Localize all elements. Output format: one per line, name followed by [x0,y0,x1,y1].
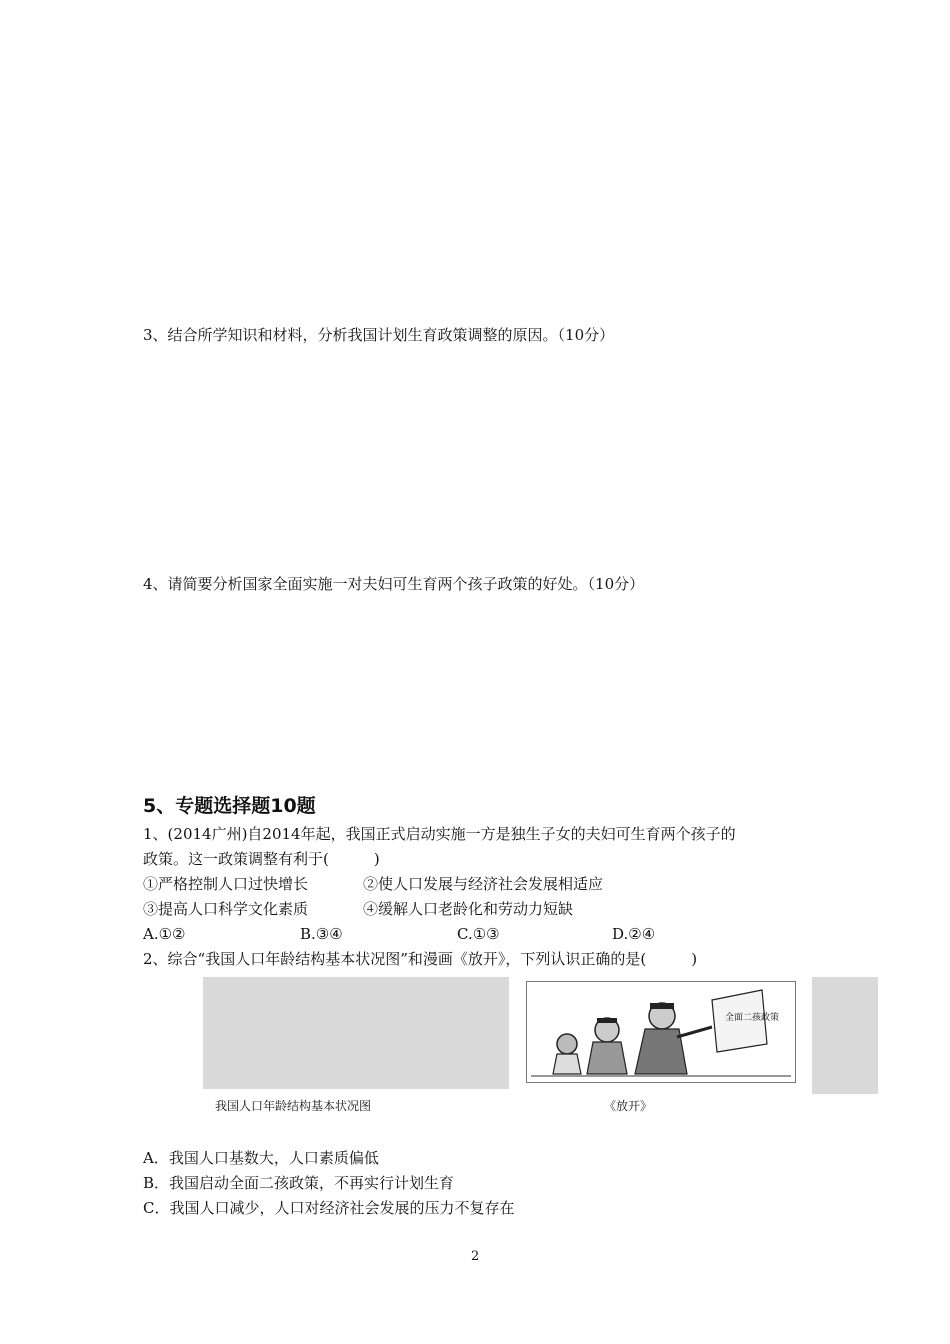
mc1-option-2: ②使人口发展与经济社会发展相适应 [363,875,604,893]
mc1-choice-c: C.①③ [457,925,500,943]
mc2-choice-c: C．我国人口减少，人口对经济社会发展的压力不复存在 [143,1199,515,1217]
mc1-option-1: ①严格控制人口过快增长 [143,875,309,893]
mc2-stem: 2、综合“我国人口年龄结构基本状况图”和漫画《放开》，下列认识正确的是( ) [143,950,698,968]
mc1-stem-line2: 政策。这一政策调整有利于( ) [143,850,380,868]
scroll-text: 全面二孩政策 [725,1013,780,1023]
mc1-option-3: ③提高人口科学文化素质 [143,900,309,918]
cartoon-figure [526,981,796,1083]
mc1-choice-b: B.③④ [300,925,343,943]
question-3: 3、结合所学知识和材料，分析我国计划生育政策调整的原因。（10分） [143,326,615,344]
mc1-choice-a: A.①② [143,925,186,943]
side-image-placeholder [812,977,878,1094]
page-number: 2 [471,1249,480,1264]
mc1-choice-d: D.②④ [612,925,656,943]
mc2-choice-a: A．我国人口基数大，人口素质偏低 [143,1149,379,1167]
mc1-option-4: ④缓解人口老龄化和劳动力短缺 [363,900,574,918]
figure1-caption: 我国人口年龄结构基本状况图 [215,1099,372,1113]
mc2-choice-b: B．我国启动全面二孩政策，不再实行计划生育 [143,1174,455,1192]
question-4: 4、请简要分析国家全面实施一对夫妇可生育两个孩子政策的好处。（10分） [143,575,645,593]
mc1-stem-line1: 1、(2014广州)自2014年起，我国正式启动实施一方是独生子女的夫妇可生育两个孩子的 [143,825,736,843]
figure2-caption: 《放开》 [604,1099,653,1113]
population-age-structure-figure [203,977,509,1089]
cartoon-illustration [527,982,795,1082]
section-heading: 5、专题选择题10题 [143,795,316,817]
